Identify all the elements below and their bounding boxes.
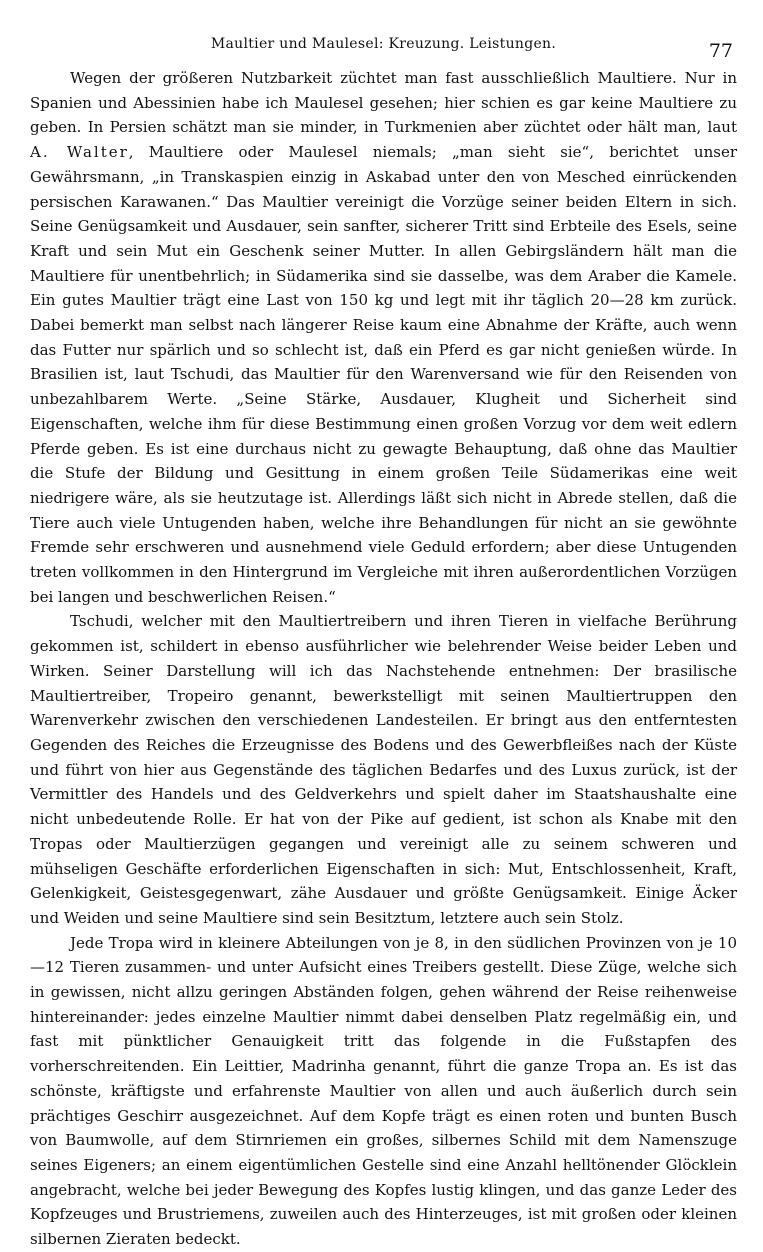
paragraph-2 <box>30 609 737 930</box>
paragraph-1-text-b: , Maultiere oder Maulesel niemals; „man sieht sie“, berichtet unser Gewährsmann, „in Transkaspien einzig in Askabad unter den von Mesched einrückenden persischen Karawanen.“ Das Maultier vereinigt die Vorzüge seiner beiden Eltern in sich. Seine Genügsamkeit und Ausdauer, sein sanfter, sicherer Tritt sind Erbteile des Esels, seine Kraft und sein Mut ein Geschenk seiner Mutter. In allen Gebirgsländern hält man die Maultiere für unentbehrlich; in Südamerika sind sie dasselbe, was dem Araber die Kamele. Ein gutes Maultier trägt eine Last von 150 kg und legt mit ihr täglich 20—28 km zurück. Dabei bemerkt man selbst nach längerer Reise kaum eine Abnahme der Kräfte, auch wenn das Futter nur spärlich und so schlecht ist, daß ein Pferd es gar nicht genießen würde. In Brasilien ist, laut Tschudi, das Maultier für den Warenversand wie für den Reisenden von unbezahlbarem Werte. „Seine Stärke, Ausdauer, Klugheit und Sicherheit sind Eigenschaften, welche ihm für diese Bestimmung einen großen Vorzug vor dem weit edlern Pferde geben. Es ist eine durchaus nicht zu gewagte Behauptung, daß ohne das Maultier die Stufe der Bildung und Gesittung in einem großen Teile Südamerikas eine weit niedrigere wäre, als sie heutzutage ist. Allerdings läßt sich nicht in Abrede stellen, daß die Tiere auch viele Untugenden haben, welche ihre Behandlungen für nicht an sie gewöhnte Fremde sehr erschweren und ausnehmend viele Geduld erfordern; aber diese Untugenden treten vollkommen in den Hintergrund im Vergleiche mit ihren außerordentlichen Vorzügen bei langen und beschwerlichen Reisen.“ <box>30 143 737 606</box>
running-title: Maultier und Maulesel: Kreuzung. Leistungen. <box>210 36 557 52</box>
paragraph-3-text: Jede Tropa wird in kleinere Abteilungen von je 8, in den südlichen Provinzen von je 10—12 Tieren zusammen- und unter Aufsicht eines Treibers gestellt. Diese Züge, welche sich in gewissen, nicht allzu geringen Abständen folgen, gehen während der Reise reihenweise hintereinander: jedes einzelne Maultier nimmt dabei denselben Platz regelmäßig ein, und fast mit pünktlicher Genauigkeit tritt das folgende in die Fußstapfen des vorherschreitenden. Ein Leittier, Madrinha genannt, führt die ganze Tropa an. Es ist das schönste, kräftigste und erfahrenste Maultier von allen und auch äußerlich durch sein prächtiges Geschirr ausgezeichnet. Auf dem Kopfe trägt es einen roten und bunten Busch von Baumwolle, auf dem Stirnriemen ein großes, silbernes Schild mit dem Namenszuge seines Eigeners; an einem eigentümlichen Gestelle sind eine Anzahl helltönender Glöcklein angebracht, welche bei jeder Bewegung des Kopfes lustig klingen, und das ganze Leder des Kopfzeuges und Brustriemens, zuweilen auch des Hinterzeuges, ist mit großen oder kleinen silbernen Zieraten bedeckt. <box>30 933 737 1249</box>
page-number: 77 <box>708 40 733 62</box>
paragraph-1-text-a: Wegen der größeren Nutzbarkeit züchtet man fast ausschließlich Maultiere. Nur in Spanien und Abessinien habe ich Maulesel gesehen; hier schien es gar keine Maultiere zu geben. In Persien schätzt man sie minder, in Turkmenien aber züchtet oder hält man, laut <box>30 69 737 137</box>
body-text <box>30 66 737 1252</box>
paragraph-2-text: Tschudi, welcher mit den Maultiertreibern und ihren Tieren in vielfache Berührung gekommen ist, schildert in ebenso ausführlicher wie belehrender Weise beider Leben und Wirken. Seiner Darstellung will ich das Nachstehende entnehmen: Der brasilische Maultiertreiber, Tropeiro genannt, bewerkstelligt mit seinen Maultiertruppen den Warenverkehr zwischen den verschiedenen Landesteilen. Er bringt aus den entferntesten Gegenden des Reiches die Erzeugnisse des Bodens und des Gewerbfleißes nach der Küste und führt von hier aus Gegenstände des täglichen Bedarfes und des Luxus zurück, ist der Vermittler des Handels und des Geldverkehrs und spielt daher im Staatshaushalte eine nicht unbedeutende Rolle. Er hat von der Pike auf gedient, ist schon als Knabe mit den Tropas oder Maultierzügen gegangen und vereinigt alle zu seinem schweren und mühseligen Geschäfte erforderlichen Eigenschaften in sich: Mut, Entschlossenheit, Kraft, Gelenkigkeit, Geistesgegenwart, zähe Ausdauer und größte Genügsamkeit. Einige Äcker und Weiden und seine Maultiere sind sein Besitztum, letztere auch sein Stolz. <box>30 612 737 927</box>
paragraph-1 <box>30 66 737 609</box>
running-head <box>30 30 737 60</box>
paragraph-3 <box>30 931 737 1252</box>
author-name-walter: A. Walter <box>30 143 129 162</box>
